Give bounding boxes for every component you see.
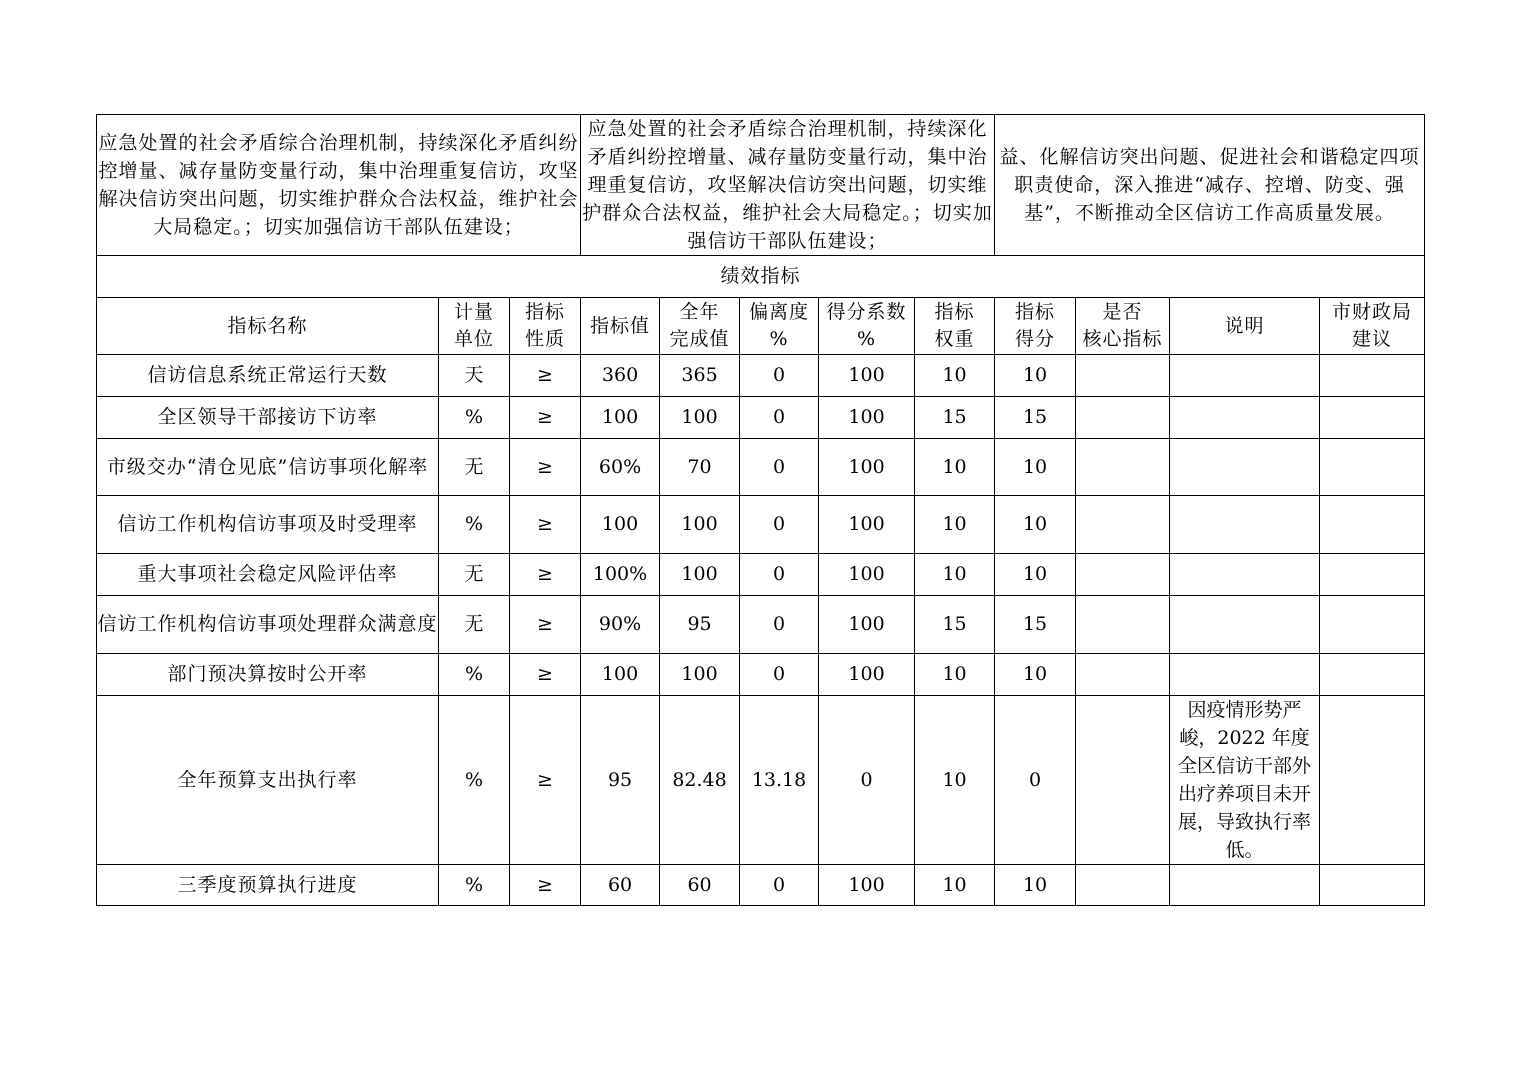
deviation-cell: 0 [740,496,819,554]
weight-cell: 10 [915,355,995,397]
score-coefficient-cell: 100 [819,439,915,496]
table-row [97,865,1425,906]
header-score: 指标 得分 [995,298,1076,355]
deviation-cell: 13.18 [740,696,819,865]
unit-cell: % [439,654,510,696]
header-indicator-name: 指标名称 [97,298,439,355]
objective-text-1: 应急处置的社会矛盾综合治理机制，持续深化矛盾纠纷控增量、减存量防变量行动，集中治理重复信访，攻坚解决信访突出问题，切实维护群众合法权益，维护社会大局稳定。；切实加强信访干部队伍建设； [97,115,581,256]
unit-cell: 无 [439,596,510,654]
indicator-name-cell: 市级交办“清仓见底”信访事项化解率 [97,439,439,496]
header-nature: 指标 性质 [510,298,581,355]
indicator-name-cell: 部门预决算按时公开率 [97,654,439,696]
header-unit: 计量 单位 [439,298,510,355]
deviation-cell: 0 [740,355,819,397]
performance-table [96,114,1425,906]
deviation-cell: 0 [740,596,819,654]
nature-cell: ≥ [510,654,581,696]
finance-advice-cell [1320,397,1425,439]
score-coefficient-cell: 100 [819,397,915,439]
core-indicator-cell [1076,554,1170,596]
core-indicator-cell [1076,355,1170,397]
actual-value-cell: 95 [660,596,740,654]
deviation-cell: 0 [740,654,819,696]
table-row [97,355,1425,397]
nature-cell: ≥ [510,865,581,906]
table-row [97,439,1425,496]
table-row [97,397,1425,439]
nature-cell: ≥ [510,554,581,596]
section-header-row [97,256,1425,298]
column-header-row [97,298,1425,355]
finance-advice-cell [1320,865,1425,906]
actual-value-cell: 70 [660,439,740,496]
indicator-name-cell: 信访工作机构信访事项处理群众满意度 [97,596,439,654]
note-cell [1170,355,1320,397]
score-cell: 10 [995,554,1076,596]
note-cell [1170,439,1320,496]
target-value-cell: 60% [581,439,660,496]
target-value-cell: 100% [581,554,660,596]
weight-cell: 10 [915,654,995,696]
core-indicator-cell [1076,865,1170,906]
note-cell [1170,397,1320,439]
objectives-row [97,115,1425,256]
header-note: 说明 [1170,298,1320,355]
actual-value-cell: 100 [660,654,740,696]
header-weight: 指标 权重 [915,298,995,355]
target-value-cell: 100 [581,654,660,696]
table-row [97,554,1425,596]
target-value-cell: 360 [581,355,660,397]
score-cell: 15 [995,397,1076,439]
nature-cell: ≥ [510,355,581,397]
deviation-cell: 0 [740,554,819,596]
actual-value-cell: 82.48 [660,696,740,865]
target-value-cell: 100 [581,496,660,554]
actual-value-cell: 365 [660,355,740,397]
header-deviation: 偏离度 % [740,298,819,355]
core-indicator-cell [1076,496,1170,554]
note-cell [1170,496,1320,554]
deviation-cell: 0 [740,397,819,439]
unit-cell: % [439,696,510,865]
weight-cell: 10 [915,865,995,906]
finance-advice-cell [1320,439,1425,496]
score-cell: 10 [995,439,1076,496]
weight-cell: 10 [915,554,995,596]
indicator-name-cell: 信访工作机构信访事项及时受理率 [97,496,439,554]
unit-cell: 无 [439,554,510,596]
finance-advice-cell [1320,554,1425,596]
score-coefficient-cell: 100 [819,865,915,906]
nature-cell: ≥ [510,496,581,554]
nature-cell: ≥ [510,397,581,439]
score-coefficient-cell: 100 [819,654,915,696]
objective-text-3: 益、化解信访突出问题、促进社会和谐稳定四项职责使命，深入推进“减存、控增、防变、强基”，不断推动全区信访工作高质量发展。 [995,115,1425,256]
indicator-name-cell: 全年预算支出执行率 [97,696,439,865]
note-cell [1170,865,1320,906]
indicator-name-cell: 三季度预算执行进度 [97,865,439,906]
score-coefficient-cell: 100 [819,496,915,554]
core-indicator-cell [1076,596,1170,654]
finance-advice-cell [1320,654,1425,696]
finance-advice-cell [1320,696,1425,865]
header-coefficient: 得分系数 % [819,298,915,355]
core-indicator-cell [1076,696,1170,865]
indicator-name-cell: 重大事项社会稳定风险评估率 [97,554,439,596]
deviation-cell: 0 [740,865,819,906]
score-cell: 15 [995,596,1076,654]
unit-cell: % [439,496,510,554]
score-coefficient-cell: 100 [819,554,915,596]
target-value-cell: 95 [581,696,660,865]
target-value-cell: 60 [581,865,660,906]
header-target: 指标值 [581,298,660,355]
unit-cell: 天 [439,355,510,397]
note-cell [1170,654,1320,696]
note-cell [1170,554,1320,596]
actual-value-cell: 100 [660,554,740,596]
table-row [97,596,1425,654]
score-cell: 0 [995,696,1076,865]
target-value-cell: 90% [581,596,660,654]
note-cell: 因疫情形势严峻，2022 年度全区信访干部外出疗养项目未开展，导致执行率低。 [1170,696,1320,865]
score-cell: 10 [995,355,1076,397]
core-indicator-cell [1076,397,1170,439]
deviation-cell: 0 [740,439,819,496]
objective-text-2: 应急处置的社会矛盾综合治理机制，持续深化矛盾纠纷控增量、减存量防变量行动，集中治理重复信访，攻坚解决信访突出问题，切实维护群众合法权益，维护社会大局稳定。；切实加强信访干部队伍建设； [581,115,995,256]
core-indicator-cell [1076,654,1170,696]
header-actual: 全年 完成值 [660,298,740,355]
weight-cell: 15 [915,397,995,439]
finance-advice-cell [1320,496,1425,554]
actual-value-cell: 60 [660,865,740,906]
indicator-name-cell: 全区领导干部接访下访率 [97,397,439,439]
score-coefficient-cell: 0 [819,696,915,865]
score-coefficient-cell: 100 [819,596,915,654]
target-value-cell: 100 [581,397,660,439]
section-title: 绩效指标 [97,256,1425,298]
actual-value-cell: 100 [660,397,740,439]
weight-cell: 10 [915,696,995,865]
score-cell: 10 [995,865,1076,906]
table-row [97,496,1425,554]
score-cell: 10 [995,496,1076,554]
finance-advice-cell [1320,355,1425,397]
unit-cell: 无 [439,439,510,496]
nature-cell: ≥ [510,439,581,496]
nature-cell: ≥ [510,696,581,865]
nature-cell: ≥ [510,596,581,654]
actual-value-cell: 100 [660,496,740,554]
unit-cell: % [439,865,510,906]
header-core: 是否 核心指标 [1076,298,1170,355]
core-indicator-cell [1076,439,1170,496]
score-cell: 10 [995,654,1076,696]
weight-cell: 10 [915,439,995,496]
table-row [97,654,1425,696]
table-row [97,696,1425,865]
indicator-name-cell: 信访信息系统正常运行天数 [97,355,439,397]
weight-cell: 10 [915,496,995,554]
weight-cell: 15 [915,596,995,654]
header-advice: 市财政局 建议 [1320,298,1425,355]
finance-advice-cell [1320,596,1425,654]
unit-cell: % [439,397,510,439]
note-cell [1170,596,1320,654]
score-coefficient-cell: 100 [819,355,915,397]
